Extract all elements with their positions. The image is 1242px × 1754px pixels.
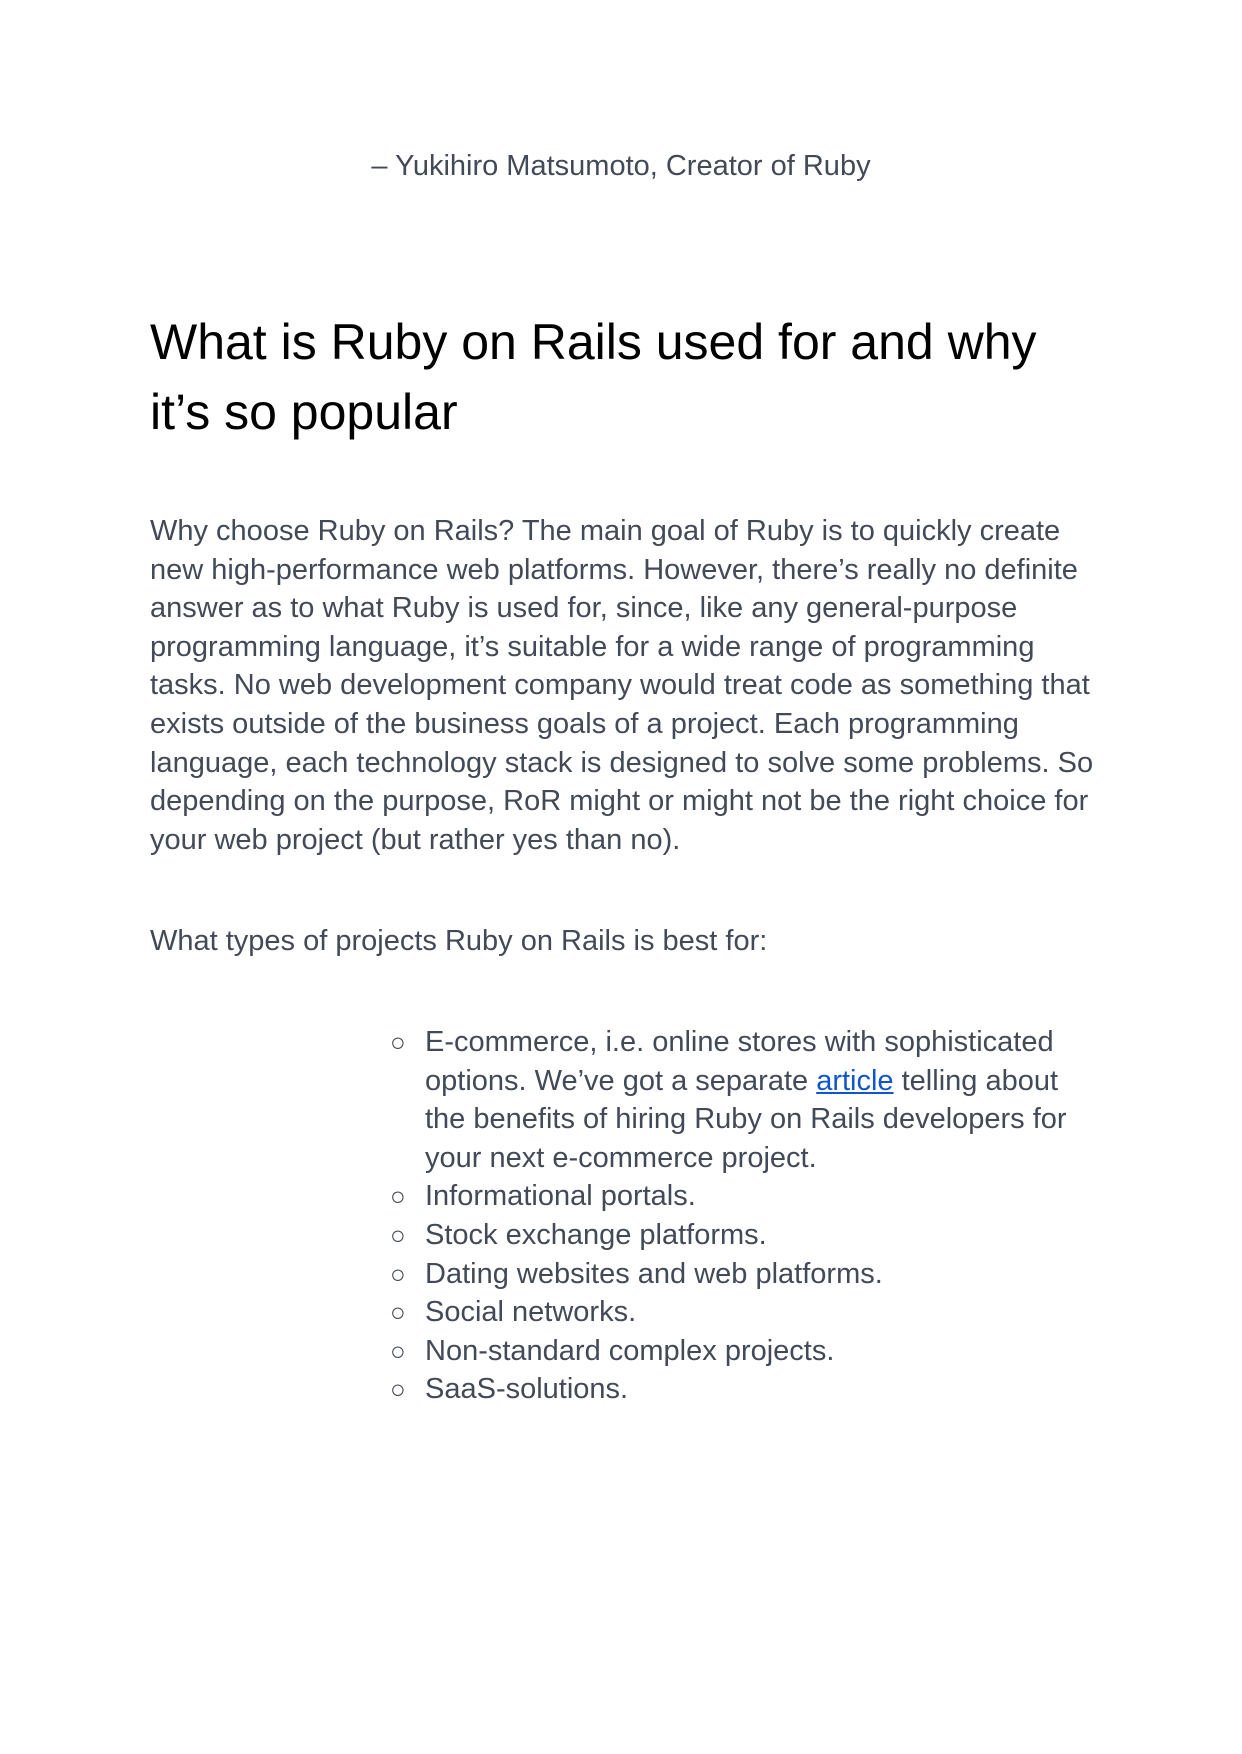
list-item-informational — [390, 1177, 1090, 1216]
list-lead-paragraph: What types of projects Ruby on Rails is best for: — [150, 925, 768, 957]
ecommerce-text-before-link: E-commerce, i.e. online stores with sophisticated options. We’ve got a separate — [425, 1026, 1054, 1097]
hollow-circle-bullet-icon: ○ — [390, 1374, 406, 1405]
list-item-social — [390, 1293, 1090, 1332]
list-item-label: Social networks. — [425, 1296, 637, 1329]
list-item-label: Stock exchange platforms. — [425, 1218, 767, 1251]
list-item-ecommerce — [390, 1023, 1090, 1177]
list-item-nonstandard — [390, 1332, 1090, 1371]
hollow-circle-bullet-icon: ○ — [390, 1258, 406, 1289]
project-type-list — [390, 1023, 1090, 1409]
intro-paragraph: Why choose Ruby on Rails? The main goal of Ruby is to quickly create new high-performance web platforms. However, there’s really no definite answer as to what Ruby is used for, since, like any general-purpose programming language, it’s suitable for a wide range of programming tasks. No web development company would treat code as something that exists outside of the business goals of a project. Each programming language, each technology stack is designed to solve some problems. So depending on the purpose, RoR might or might not be the right choice for your web project (but rather yes than no). — [150, 515, 1094, 856]
list-item-label: Dating websites and web platforms. — [425, 1257, 883, 1290]
hollow-circle-bullet-icon: ○ — [390, 1297, 406, 1328]
list-item-label: SaaS-solutions. — [425, 1373, 629, 1406]
hollow-circle-bullet-icon: ○ — [390, 1181, 406, 1212]
list-item-dating — [390, 1255, 1090, 1294]
list-item-stock — [390, 1216, 1090, 1255]
article-link[interactable]: article — [816, 1064, 894, 1097]
hollow-circle-bullet-icon: ○ — [390, 1335, 406, 1366]
section-heading: What is Ruby on Rails used for and why it’s so popular — [150, 314, 1037, 440]
ecommerce-text-after-link: telling about the benefits of hiring Ruby on Rails developers for your next e-commerce project. — [425, 1064, 1067, 1174]
hollow-circle-bullet-icon: ○ — [390, 1219, 406, 1250]
hollow-circle-bullet-icon: ○ — [390, 1027, 406, 1057]
list-item-label: Non-standard complex projects. — [425, 1334, 835, 1367]
list-item-saas — [390, 1370, 1090, 1409]
quote-attribution: – Yukihiro Matsumoto, Creator of Ruby — [371, 150, 871, 182]
list-item-label: Informational portals. — [425, 1180, 696, 1213]
